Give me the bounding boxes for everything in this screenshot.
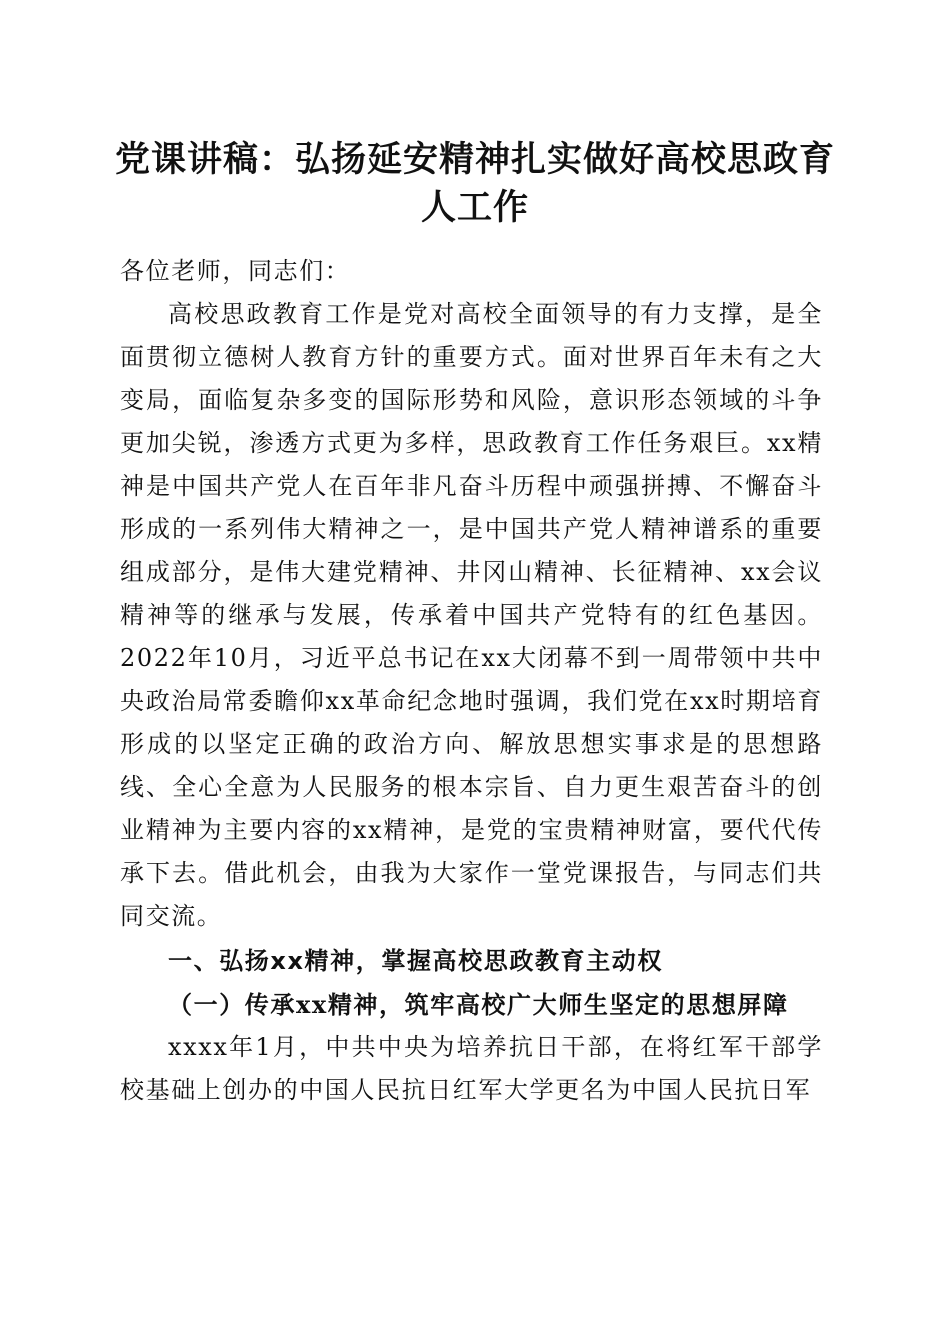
salutation: 各位老师，同志们： bbox=[120, 257, 351, 285]
document-title: 党课讲稿：弘扬延安精神扎实做好高校思政育人工作 bbox=[114, 140, 835, 228]
section-heading-1: 一、弘扬xx精神，掌握高校思政教育主动权 bbox=[168, 947, 663, 975]
intro-paragraph: 高校思政教育工作是党对高校全面领导的有力支撑，是全面贯彻立德树人教育方针的重要方式。面对世界百年未有之大变局，面临复杂多变的国际形势和风险，意识形态领域的斗争更加尖锐，渗透方式更为多样，思政教育工作任务艰巨。xx精神是中国共产党人在百年非凡奋斗历程中顽强拼搏、不懈奋斗形成的一系列伟大精神之一，是中国共产党人精神谱系的重要组成部分，是伟大建党精神、井冈山精神、长征精神、xx会议精神等的继承与发展，传承着中国共产党特有的红色基因。2022年10月，习近平总书记在xx大闭幕不到一周带领中共中央政治局常委瞻仰xx革命纪念地时强调，我们党在xx时期培育形成的以坚定正确的政治方向、解放思想实事求是的思想路线、全心全意为人民服务的根本宗旨、自力更生艰苦奋斗的创业精神为主要内容的xx精神，是党的宝贵精神财富，要代代传承下去。借此机会，由我为大家作一堂党课报告，与同志们共同交流。 bbox=[120, 300, 823, 930]
body-paragraph: xxxx年1月，中共中央为培养抗日干部，在将红军干部学校基础上创办的中国人民抗日红军大学更名为中国人民抗日军 bbox=[120, 1033, 823, 1104]
document-body bbox=[120, 250, 823, 1112]
subsection-heading-1: （一）传承xx精神，筑牢高校广大师生坚定的思想屏障 bbox=[168, 990, 789, 1019]
